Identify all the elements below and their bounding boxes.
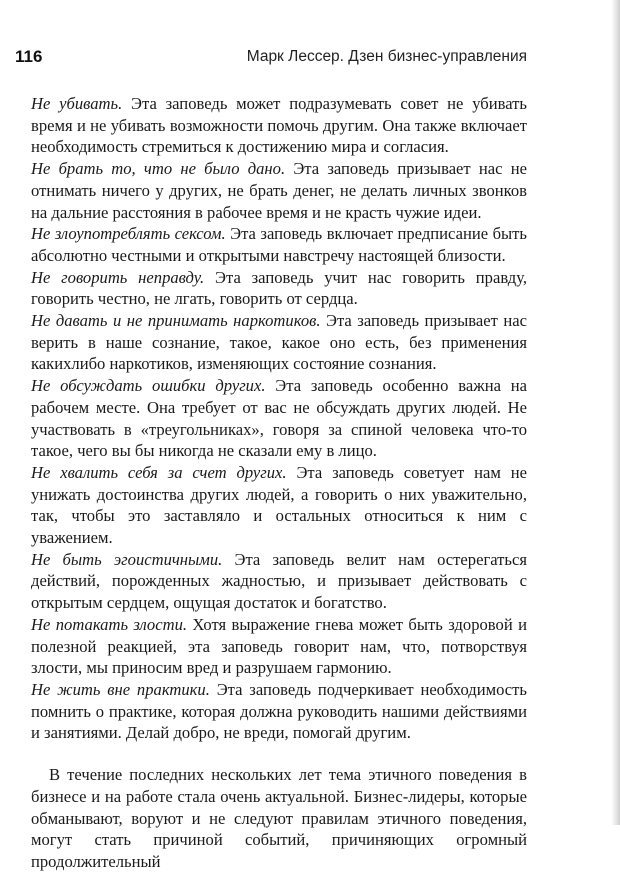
precept-text: Эта заповедь особенно важна на рабочем месте. Она требует от вас не обсуждать других людей. Не участвовать в «треугольниках», говоря за спиной человека что-то такое, чего вы бы никогда не сказали ему в лицо. — [31, 376, 528, 461]
body-text — [31, 93, 527, 873]
precept-text: Эта заповедь призывает нас не отнимать ничего у других, не брать денег, не делать личных звонков на дальние расстояния в рабочее время и не красть чужие идеи. — [31, 159, 527, 222]
precept-text: Эта заповедь включает предписание быть абсолютно честными и открытыми навстречу настоящей близости. — [31, 224, 528, 265]
precept-text: Эта заповедь может подразумевать совет не убивать время и не убивать возможности помочь другим. Она также включает необходимость стремиться к достижению мира и согласия. — [31, 94, 527, 157]
precept-title: Не говорить неправду. — [31, 267, 205, 287]
precept-paragraph — [31, 614, 527, 679]
precept-title: Не быть эгоистичными. — [31, 549, 223, 569]
precept-paragraph — [31, 375, 527, 462]
precept-title: Не хвалить себя за счет других. — [31, 462, 287, 482]
precept-paragraph — [31, 93, 527, 158]
precept-title: Не брать то, что не было дано. — [31, 159, 286, 179]
precept-paragraph — [31, 549, 527, 614]
precept-text: Эта заповедь учит нас говорить правду, говорить честно, не лгать, говорить от сердца. — [31, 267, 527, 309]
closing-paragraph: В течение последних нескольких лет тема этичного поведения в бизнесе и на работе стала очень актуальной. Бизнес-лидеры, которые обманывают, воруют и не следуют правилам этичного поведения, могут стать причиной событий, причиняющих огромный продолжительный — [31, 765, 527, 871]
precept-title: Не обсуждать ошибки других. — [31, 376, 266, 396]
precept-title: Не потакать злости. — [31, 614, 188, 634]
precept-text: Эта заповедь подчеркивает необходимость помнить о практике, которая должна руководить нашими действиями и занятиями. Делай добро, не вреди, помогай другим. — [31, 679, 527, 743]
page-number: 116 — [15, 47, 43, 66]
precept-text: Хотя выражение гнева может быть здоровой и полезной реакцией, эта заповедь говорит нам, что, потворствуя злости, мы приносим вред и разрушаем гармонию. — [31, 614, 527, 678]
precept-text: Эта заповедь советует нам не унижать достоинства других людей, а говорить о них уважительно, так, чтобы это заставляло и остальных относиться к ним с уважением. — [31, 462, 527, 548]
running-title: Марк Лессер. Дзен бизнес-управления — [246, 48, 527, 65]
precept-paragraph — [31, 158, 527, 223]
precept-title: Не злоупотреблять сексом. — [31, 224, 226, 244]
precept-text: Эта заповедь велит нам остерегаться действий, порожденных жадностью, и призывает действовать с открытым сердцем, ощущая достаток и богатство. — [31, 549, 527, 613]
precept-paragraph — [31, 310, 527, 375]
precept-title: Не убивать. — [31, 94, 123, 113]
precept-text: Эта заповедь призывает нас верить в наше сознание, такое, какое оно есть, без применения какихлибо наркотиков, изменяющих состояние сознания. — [31, 311, 527, 374]
precept-paragraph — [31, 267, 527, 310]
precept-paragraph — [31, 462, 527, 549]
precept-title: Не давать и не принимать наркотиков. — [31, 311, 321, 331]
paragraph-gap — [31, 744, 527, 764]
page-header — [15, 47, 527, 71]
precept-paragraph — [31, 679, 527, 744]
page-edge-shadow — [611, 0, 620, 825]
precept-title: Не жить вне практики. — [31, 679, 210, 699]
precept-paragraph — [31, 223, 527, 266]
